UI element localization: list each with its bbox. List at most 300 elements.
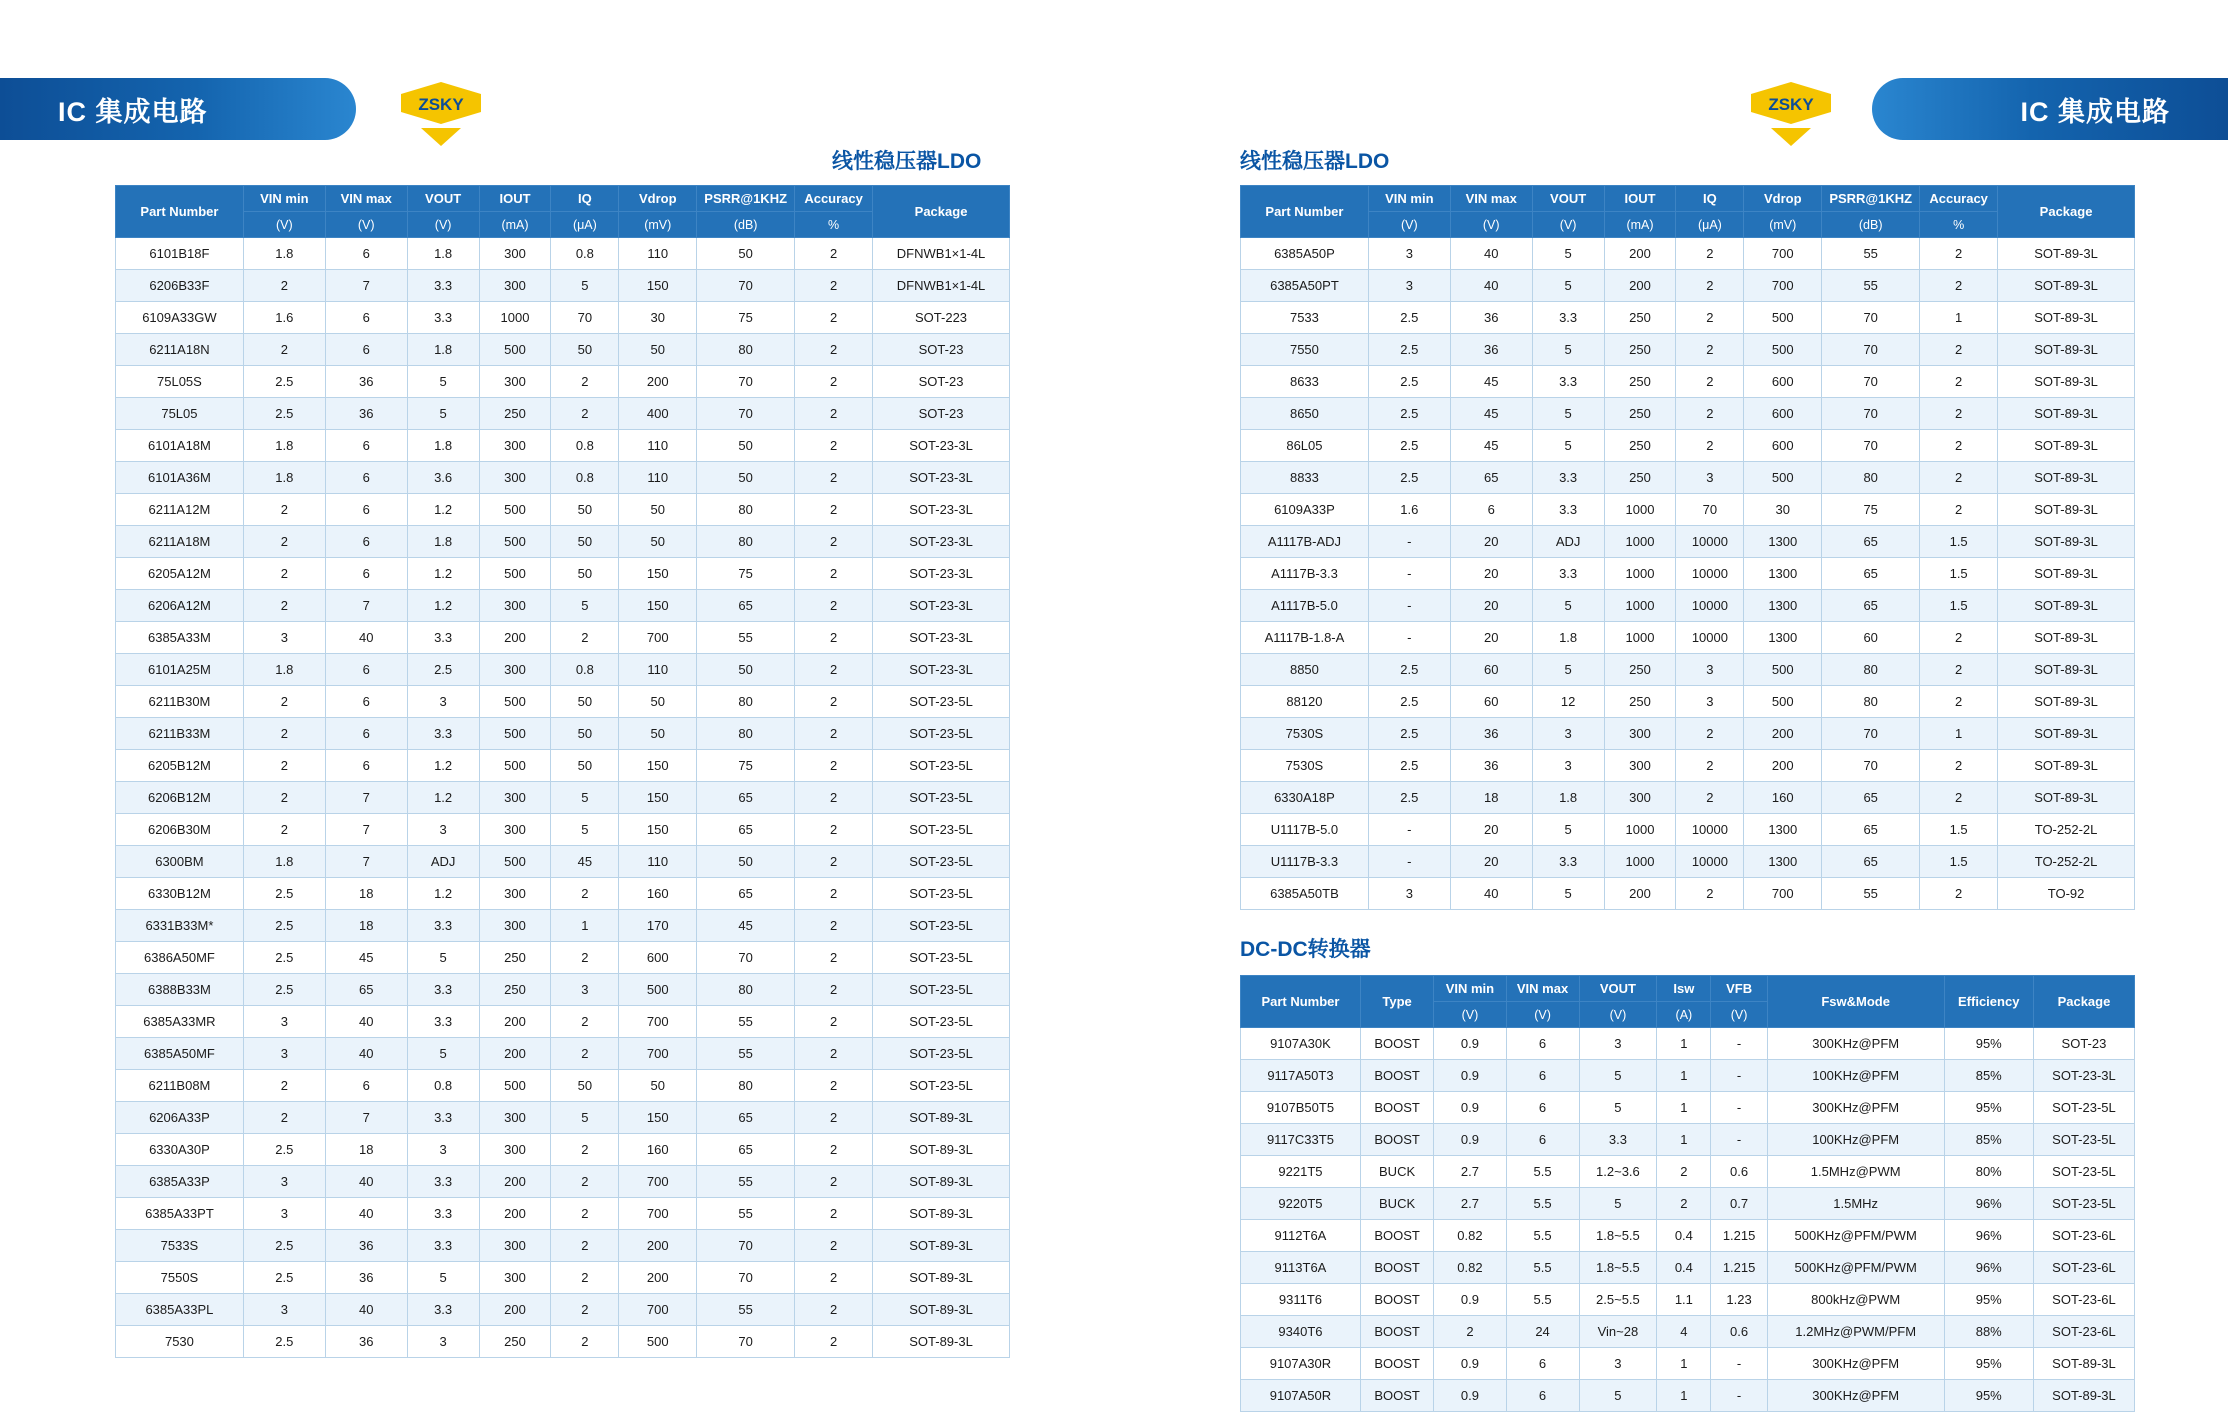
- cell-package: SOT-89-3L: [1998, 718, 2135, 750]
- cell-iq: 2: [551, 1198, 619, 1230]
- cell-vin-max: 36: [325, 1230, 407, 1262]
- cell-psrr-1khz: 80: [1822, 654, 1920, 686]
- cell-part-number: 6109A33GW: [116, 302, 244, 334]
- cell-vout: 12: [1532, 686, 1604, 718]
- cell-vout: 1.8: [407, 526, 479, 558]
- cell-package: DFNWB1×1-4L: [873, 270, 1010, 302]
- table-row: [1241, 334, 2135, 366]
- table-row: [1241, 654, 2135, 686]
- cell-part-number: 7550S: [116, 1262, 244, 1294]
- cell-psrr-1khz: 70: [697, 398, 795, 430]
- cell-vout: 3.3: [1532, 846, 1604, 878]
- ldo-right-col-vdrop: Vdrop: [1744, 186, 1822, 212]
- cell-vin-max: 40: [325, 622, 407, 654]
- cell-vin-min: 3: [243, 1198, 325, 1230]
- cell-vin-min: 2: [243, 590, 325, 622]
- cell-vin-min: 2.5: [1368, 782, 1450, 814]
- dcdc-col-package: Package: [2033, 976, 2134, 1028]
- cell-iq: 10000: [1676, 590, 1744, 622]
- cell-vout: 3.3: [407, 1198, 479, 1230]
- cell-accuracy: 2: [1920, 782, 1998, 814]
- cell-part-number: 6330A18P: [1241, 782, 1369, 814]
- table-row: [116, 1294, 1010, 1326]
- table-row: [1241, 686, 2135, 718]
- cell-vin-min: 3: [1368, 878, 1450, 910]
- logo-left: [395, 80, 487, 146]
- cell-psrr-1khz: 70: [1822, 398, 1920, 430]
- cell-vout: 1.2: [407, 590, 479, 622]
- cell-package: TO-252-2L: [1998, 814, 2135, 846]
- cell-part-number: 8650: [1241, 398, 1369, 430]
- cell-vin-max: 6: [325, 302, 407, 334]
- cell-package: SOT-89-3L: [1998, 238, 2135, 270]
- cell-part-number: 6211B08M: [116, 1070, 244, 1102]
- cell-vin-min: -: [1368, 590, 1450, 622]
- cell-vdrop: 200: [1744, 718, 1822, 750]
- cell-psrr-1khz: 50: [697, 846, 795, 878]
- cell-package: SOT-89-3L: [1998, 526, 2135, 558]
- ldo-left-col-vin-max: VIN max: [325, 186, 407, 212]
- cell-package: SOT-23-3L: [873, 526, 1010, 558]
- cell-part-number: 6385A33PT: [116, 1198, 244, 1230]
- cell-part-number: 6101A18M: [116, 430, 244, 462]
- cell-isw: 2: [1657, 1156, 1711, 1188]
- cell-vin-max: 6: [325, 1070, 407, 1102]
- ldo-right-col-vout: VOUT: [1532, 186, 1604, 212]
- cell-package: SOT-23-5L: [873, 782, 1010, 814]
- cell-vdrop: 1300: [1744, 558, 1822, 590]
- table-row: [1241, 302, 2135, 334]
- cell-vin-min: 1.6: [1368, 494, 1450, 526]
- cell-efficiency: 95%: [1944, 1348, 2033, 1380]
- cell-vdrop: 160: [619, 1134, 697, 1166]
- cell-vout: 5: [1532, 334, 1604, 366]
- cell-accuracy: 2: [795, 462, 873, 494]
- cell-package: SOT-23-6L: [2033, 1252, 2134, 1284]
- cell-accuracy: 2: [795, 910, 873, 942]
- cell-psrr-1khz: 80: [1822, 462, 1920, 494]
- cell-vout: 1.2: [407, 750, 479, 782]
- cell-vdrop: 700: [619, 1006, 697, 1038]
- cell-vdrop: 1300: [1744, 846, 1822, 878]
- table-row: [116, 1166, 1010, 1198]
- cell-vin-min: 0.9: [1434, 1124, 1506, 1156]
- cell-iq: 2: [551, 1326, 619, 1358]
- cell-package: SOT-23-6L: [2033, 1316, 2134, 1348]
- cell-accuracy: 2: [795, 942, 873, 974]
- ldo-right-col-accuracy: Accuracy: [1920, 186, 1998, 212]
- cell-iout: 250: [1604, 462, 1676, 494]
- ldo-left-thead: [116, 186, 1010, 238]
- cell-part-number: U1117B-3.3: [1241, 846, 1369, 878]
- cell-psrr-1khz: 80: [697, 974, 795, 1006]
- cell-vdrop: 50: [619, 526, 697, 558]
- cell-accuracy: 2: [795, 1102, 873, 1134]
- dcdc-col-vin-min: VIN min: [1434, 976, 1506, 1002]
- ldo-right-unit-6: (mV): [1744, 212, 1822, 238]
- cell-package: SOT-89-3L: [873, 1294, 1010, 1326]
- cell-accuracy: 1.5: [1920, 814, 1998, 846]
- cell-iout: 200: [1604, 878, 1676, 910]
- cell-vin-max: 5.5: [1506, 1220, 1579, 1252]
- cell-vout: 5: [407, 1038, 479, 1070]
- cell-part-number: 8633: [1241, 366, 1369, 398]
- cell-part-number: 9112T6A: [1241, 1220, 1361, 1252]
- ldo-left-section-title: 线性稳压器LDO: [832, 150, 982, 173]
- cell-vin-min: 2.5: [1368, 462, 1450, 494]
- cell-iout: 300: [479, 238, 551, 270]
- cell-package: SOT-23-5L: [2033, 1156, 2134, 1188]
- cell-iout: 250: [1604, 430, 1676, 462]
- cell-iq: 50: [551, 494, 619, 526]
- cell-vin-min: 2.5: [1368, 654, 1450, 686]
- table-row: [1241, 366, 2135, 398]
- cell-type: BOOST: [1360, 1092, 1433, 1124]
- cell-accuracy: 2: [1920, 878, 1998, 910]
- cell-package: SOT-89-3L: [1998, 654, 2135, 686]
- cell-psrr-1khz: 70: [697, 1262, 795, 1294]
- cell-isw: 2: [1657, 1188, 1711, 1220]
- cell-part-number: 6385A33MR: [116, 1006, 244, 1038]
- ldo-table-right: [1240, 185, 2135, 910]
- cell-vout: 5: [407, 1262, 479, 1294]
- dcdc-tbody: [1241, 1028, 2135, 1412]
- cell-vout: 3.3: [407, 1102, 479, 1134]
- ldo-right-col-package: Package: [1998, 186, 2135, 238]
- cell-type: BUCK: [1360, 1156, 1433, 1188]
- table-row: [116, 1070, 1010, 1102]
- cell-accuracy: 2: [795, 302, 873, 334]
- cell-vout: 3: [1532, 718, 1604, 750]
- cell-iq: 2: [1676, 302, 1744, 334]
- cell-part-number: A1117B-3.3: [1241, 558, 1369, 590]
- table-row: [116, 910, 1010, 942]
- cell-part-number: 6206A33P: [116, 1102, 244, 1134]
- cell-psrr-1khz: 55: [1822, 878, 1920, 910]
- cell-vin-max: 40: [325, 1006, 407, 1038]
- cell-psrr-1khz: 55: [1822, 270, 1920, 302]
- cell-vout: 3.3: [407, 622, 479, 654]
- cell-iq: 5: [551, 270, 619, 302]
- cell-iq: 5: [551, 814, 619, 846]
- cell-vout: 5: [1532, 270, 1604, 302]
- table-row: [1241, 814, 2135, 846]
- cell-vfb: 0.6: [1711, 1316, 1767, 1348]
- cell-isw: 1.1: [1657, 1284, 1711, 1316]
- cell-type: BOOST: [1360, 1252, 1433, 1284]
- cell-accuracy: 1.5: [1920, 846, 1998, 878]
- cell-isw: 1: [1657, 1092, 1711, 1124]
- cell-accuracy: 2: [795, 1198, 873, 1230]
- cell-part-number: A1117B-5.0: [1241, 590, 1369, 622]
- cell-fsw-mode: 100KHz@PFM: [1767, 1060, 1944, 1092]
- cell-iout: 250: [479, 398, 551, 430]
- cell-iout: 200: [1604, 270, 1676, 302]
- cell-part-number: 9113T6A: [1241, 1252, 1361, 1284]
- cell-part-number: 6205A12M: [116, 558, 244, 590]
- cell-vout: 1.2: [407, 494, 479, 526]
- cell-iq: 10000: [1676, 526, 1744, 558]
- cell-vin-min: 0.9: [1434, 1348, 1506, 1380]
- dcdc-col-vout: VOUT: [1579, 976, 1657, 1002]
- dcdc-col-efficiency: Efficiency: [1944, 976, 2033, 1028]
- cell-part-number: 6211A12M: [116, 494, 244, 526]
- cell-vdrop: 150: [619, 590, 697, 622]
- cell-vin-max: 6: [1506, 1060, 1579, 1092]
- cell-iq: 50: [551, 1070, 619, 1102]
- cell-vdrop: 50: [619, 1070, 697, 1102]
- cell-vin-max: 65: [1450, 462, 1532, 494]
- cell-iq: 3: [1676, 462, 1744, 494]
- cell-iout: 500: [479, 334, 551, 366]
- cell-vdrop: 110: [619, 846, 697, 878]
- cell-vin-max: 6: [1506, 1124, 1579, 1156]
- cell-package: SOT-23-3L: [873, 462, 1010, 494]
- cell-vdrop: 50: [619, 686, 697, 718]
- table-row: [1241, 238, 2135, 270]
- ldo-left-unit-5: (μA): [551, 212, 619, 238]
- cell-vin-min: 2.5: [243, 1262, 325, 1294]
- cell-type: BOOST: [1360, 1028, 1433, 1060]
- cell-iq: 10000: [1676, 558, 1744, 590]
- cell-package: SOT-23-5L: [873, 878, 1010, 910]
- cell-iout: 300: [479, 878, 551, 910]
- cell-vout: 3: [407, 1326, 479, 1358]
- cell-vin-max: 5.5: [1506, 1284, 1579, 1316]
- cell-iout: 300: [479, 430, 551, 462]
- cell-fsw-mode: 1.2MHz@PWM/PFM: [1767, 1316, 1944, 1348]
- ldo-left-col-iq: IQ: [551, 186, 619, 212]
- cell-vout: 3.3: [407, 910, 479, 942]
- cell-vout: 3.6: [407, 462, 479, 494]
- cell-package: SOT-89-3L: [1998, 270, 2135, 302]
- cell-package: SOT-89-3L: [1998, 334, 2135, 366]
- cell-package: SOT-89-3L: [1998, 782, 2135, 814]
- cell-vfb: -: [1711, 1092, 1767, 1124]
- table-row: [1241, 878, 2135, 910]
- cell-vout: 3: [1579, 1348, 1657, 1380]
- ldo-left-col-accuracy: Accuracy: [795, 186, 873, 212]
- cell-type: BOOST: [1360, 1316, 1433, 1348]
- table-row: [1241, 782, 2135, 814]
- table-row: [1241, 1124, 2135, 1156]
- cell-package: SOT-89-3L: [1998, 590, 2135, 622]
- cell-iout: 300: [479, 1230, 551, 1262]
- cell-iout: 200: [479, 1198, 551, 1230]
- cell-iq: 2: [551, 1006, 619, 1038]
- cell-vdrop: 500: [1744, 686, 1822, 718]
- cell-iout: 1000: [479, 302, 551, 334]
- cell-vdrop: 1300: [1744, 526, 1822, 558]
- cell-fsw-mode: 300KHz@PFM: [1767, 1348, 1944, 1380]
- cell-vout: 3.3: [407, 302, 479, 334]
- cell-accuracy: 2: [1920, 238, 1998, 270]
- cell-vout: 5: [1579, 1092, 1657, 1124]
- cell-vout: Vin~28: [1579, 1316, 1657, 1348]
- cell-vfb: -: [1711, 1380, 1767, 1412]
- cell-iout: 500: [479, 750, 551, 782]
- cell-psrr-1khz: 65: [697, 590, 795, 622]
- cell-vout: 3.3: [1532, 366, 1604, 398]
- cell-vin-min: 0.9: [1434, 1380, 1506, 1412]
- cell-iout: 200: [479, 1166, 551, 1198]
- cell-vout: 1.8: [1532, 622, 1604, 654]
- cell-accuracy: 2: [795, 334, 873, 366]
- cell-vdrop: 200: [619, 1262, 697, 1294]
- cell-part-number: 9107A30K: [1241, 1028, 1361, 1060]
- cell-vin-min: 2.5: [1368, 334, 1450, 366]
- cell-vout: 3.3: [407, 718, 479, 750]
- table-row: [116, 270, 1010, 302]
- cell-part-number: 9107B50T5: [1241, 1092, 1361, 1124]
- cell-part-number: 7550: [1241, 334, 1369, 366]
- cell-accuracy: 2: [1920, 366, 1998, 398]
- cell-fsw-mode: 300KHz@PFM: [1767, 1092, 1944, 1124]
- cell-package: SOT-23-5L: [873, 1038, 1010, 1070]
- cell-vdrop: 150: [619, 270, 697, 302]
- cell-part-number: 6101A36M: [116, 462, 244, 494]
- cell-vin-max: 18: [325, 910, 407, 942]
- cell-part-number: A1117B-ADJ: [1241, 526, 1369, 558]
- cell-accuracy: 2: [795, 1262, 873, 1294]
- cell-part-number: 6385A50MF: [116, 1038, 244, 1070]
- cell-psrr-1khz: 70: [697, 1326, 795, 1358]
- dcdc-unit-2: (V): [1434, 1002, 1506, 1028]
- cell-iq: 2: [551, 398, 619, 430]
- cell-vin-min: 2.5: [243, 878, 325, 910]
- cell-vin-max: 18: [1450, 782, 1532, 814]
- cell-vin-min: 2: [243, 558, 325, 590]
- ldo-right-tbody: [1241, 238, 2135, 910]
- cell-part-number: 6385A33PL: [116, 1294, 244, 1326]
- cell-part-number: 86L05: [1241, 430, 1369, 462]
- cell-type: BUCK: [1360, 1188, 1433, 1220]
- cell-iq: 2: [551, 878, 619, 910]
- cell-part-number: 9220T5: [1241, 1188, 1361, 1220]
- cell-part-number: 9221T5: [1241, 1156, 1361, 1188]
- cell-package: SOT-23-6L: [2033, 1220, 2134, 1252]
- cell-accuracy: 2: [795, 686, 873, 718]
- cell-vin-min: 3: [1368, 270, 1450, 302]
- cell-vin-min: 2.7: [1434, 1156, 1506, 1188]
- dcdc-unit-5: (A): [1657, 1002, 1711, 1028]
- cell-package: SOT-23-5L: [873, 910, 1010, 942]
- cell-iq: 2: [551, 622, 619, 654]
- cell-vin-max: 40: [325, 1198, 407, 1230]
- cell-package: SOT-23-5L: [873, 1070, 1010, 1102]
- cell-vin-max: 7: [325, 270, 407, 302]
- cell-vdrop: 200: [619, 366, 697, 398]
- cell-psrr-1khz: 70: [697, 270, 795, 302]
- cell-vin-max: 40: [1450, 878, 1532, 910]
- svg-text:ZSKY: ZSKY: [418, 95, 464, 114]
- cell-vdrop: 700: [619, 1166, 697, 1198]
- cell-efficiency: 95%: [1944, 1092, 2033, 1124]
- cell-package: SOT-89-3L: [1998, 686, 2135, 718]
- cell-type: BOOST: [1360, 1220, 1433, 1252]
- cell-vin-min: 2: [243, 782, 325, 814]
- cell-package: SOT-23-5L: [873, 718, 1010, 750]
- cell-vfb: -: [1711, 1028, 1767, 1060]
- cell-vin-min: 2.5: [1368, 430, 1450, 462]
- cell-package: SOT-89-3L: [873, 1102, 1010, 1134]
- cell-package: SOT-89-3L: [1998, 750, 2135, 782]
- cell-vin-min: 2.5: [243, 398, 325, 430]
- cell-vout: 1.8~5.5: [1579, 1220, 1657, 1252]
- cell-fsw-mode: 300KHz@PFM: [1767, 1028, 1944, 1060]
- cell-package: SOT-89-3L: [2033, 1348, 2134, 1380]
- cell-accuracy: 2: [795, 654, 873, 686]
- cell-vdrop: 170: [619, 910, 697, 942]
- cell-vdrop: 700: [1744, 238, 1822, 270]
- cell-vdrop: 400: [619, 398, 697, 430]
- cell-iq: 2: [1676, 334, 1744, 366]
- cell-iq: 5: [551, 782, 619, 814]
- cell-type: BOOST: [1360, 1124, 1433, 1156]
- cell-psrr-1khz: 50: [697, 430, 795, 462]
- ldo-left-col-vin-min: VIN min: [243, 186, 325, 212]
- cell-iout: 1000: [1604, 494, 1676, 526]
- cell-vin-max: 6: [325, 686, 407, 718]
- ldo-left-col-psrr-1khz: PSRR@1KHZ: [697, 186, 795, 212]
- cell-vin-min: 1.8: [243, 846, 325, 878]
- cell-vin-max: 6: [325, 238, 407, 270]
- ldo-right-col-iq: IQ: [1676, 186, 1744, 212]
- logo-chevron-icon-right: [1771, 128, 1811, 146]
- cell-accuracy: 2: [795, 526, 873, 558]
- cell-vin-max: 6: [325, 654, 407, 686]
- cell-vin-max: 36: [1450, 334, 1532, 366]
- cell-accuracy: 2: [795, 750, 873, 782]
- cell-vin-min: -: [1368, 526, 1450, 558]
- table-row: [116, 526, 1010, 558]
- cell-part-number: 6211B33M: [116, 718, 244, 750]
- cell-efficiency: 88%: [1944, 1316, 2033, 1348]
- cell-package: SOT-23: [2033, 1028, 2134, 1060]
- cell-package: SOT-23-5L: [873, 750, 1010, 782]
- cell-isw: 1: [1657, 1380, 1711, 1412]
- cell-type: BOOST: [1360, 1348, 1433, 1380]
- cell-iout: 1000: [1604, 622, 1676, 654]
- table-row: [116, 718, 1010, 750]
- cell-part-number: 7530: [116, 1326, 244, 1358]
- cell-vdrop: 500: [1744, 334, 1822, 366]
- table-row: [116, 462, 1010, 494]
- table-row: [1241, 1284, 2135, 1316]
- cell-vout: 1.2: [407, 782, 479, 814]
- table-row: [116, 654, 1010, 686]
- table-row: [1241, 590, 2135, 622]
- cell-vout: ADJ: [407, 846, 479, 878]
- table-row: [1241, 622, 2135, 654]
- cell-part-number: 6388B33M: [116, 974, 244, 1006]
- cell-iq: 45: [551, 846, 619, 878]
- dcdc-col-vin-max: VIN max: [1506, 976, 1579, 1002]
- table-row: [1241, 1092, 2135, 1124]
- cell-package: SOT-23-3L: [873, 430, 1010, 462]
- dcdc-thead: [1241, 976, 2135, 1028]
- cell-accuracy: 2: [795, 1006, 873, 1038]
- cell-vdrop: 160: [619, 878, 697, 910]
- cell-iq: 10000: [1676, 814, 1744, 846]
- cell-accuracy: 2: [795, 1230, 873, 1262]
- cell-vin-min: 2.5: [243, 910, 325, 942]
- table-row: [116, 302, 1010, 334]
- cell-fsw-mode: 500KHz@PFM/PWM: [1767, 1252, 1944, 1284]
- cell-psrr-1khz: 65: [697, 814, 795, 846]
- ldo-right-unit-2: (V): [1450, 212, 1532, 238]
- cell-vdrop: 150: [619, 814, 697, 846]
